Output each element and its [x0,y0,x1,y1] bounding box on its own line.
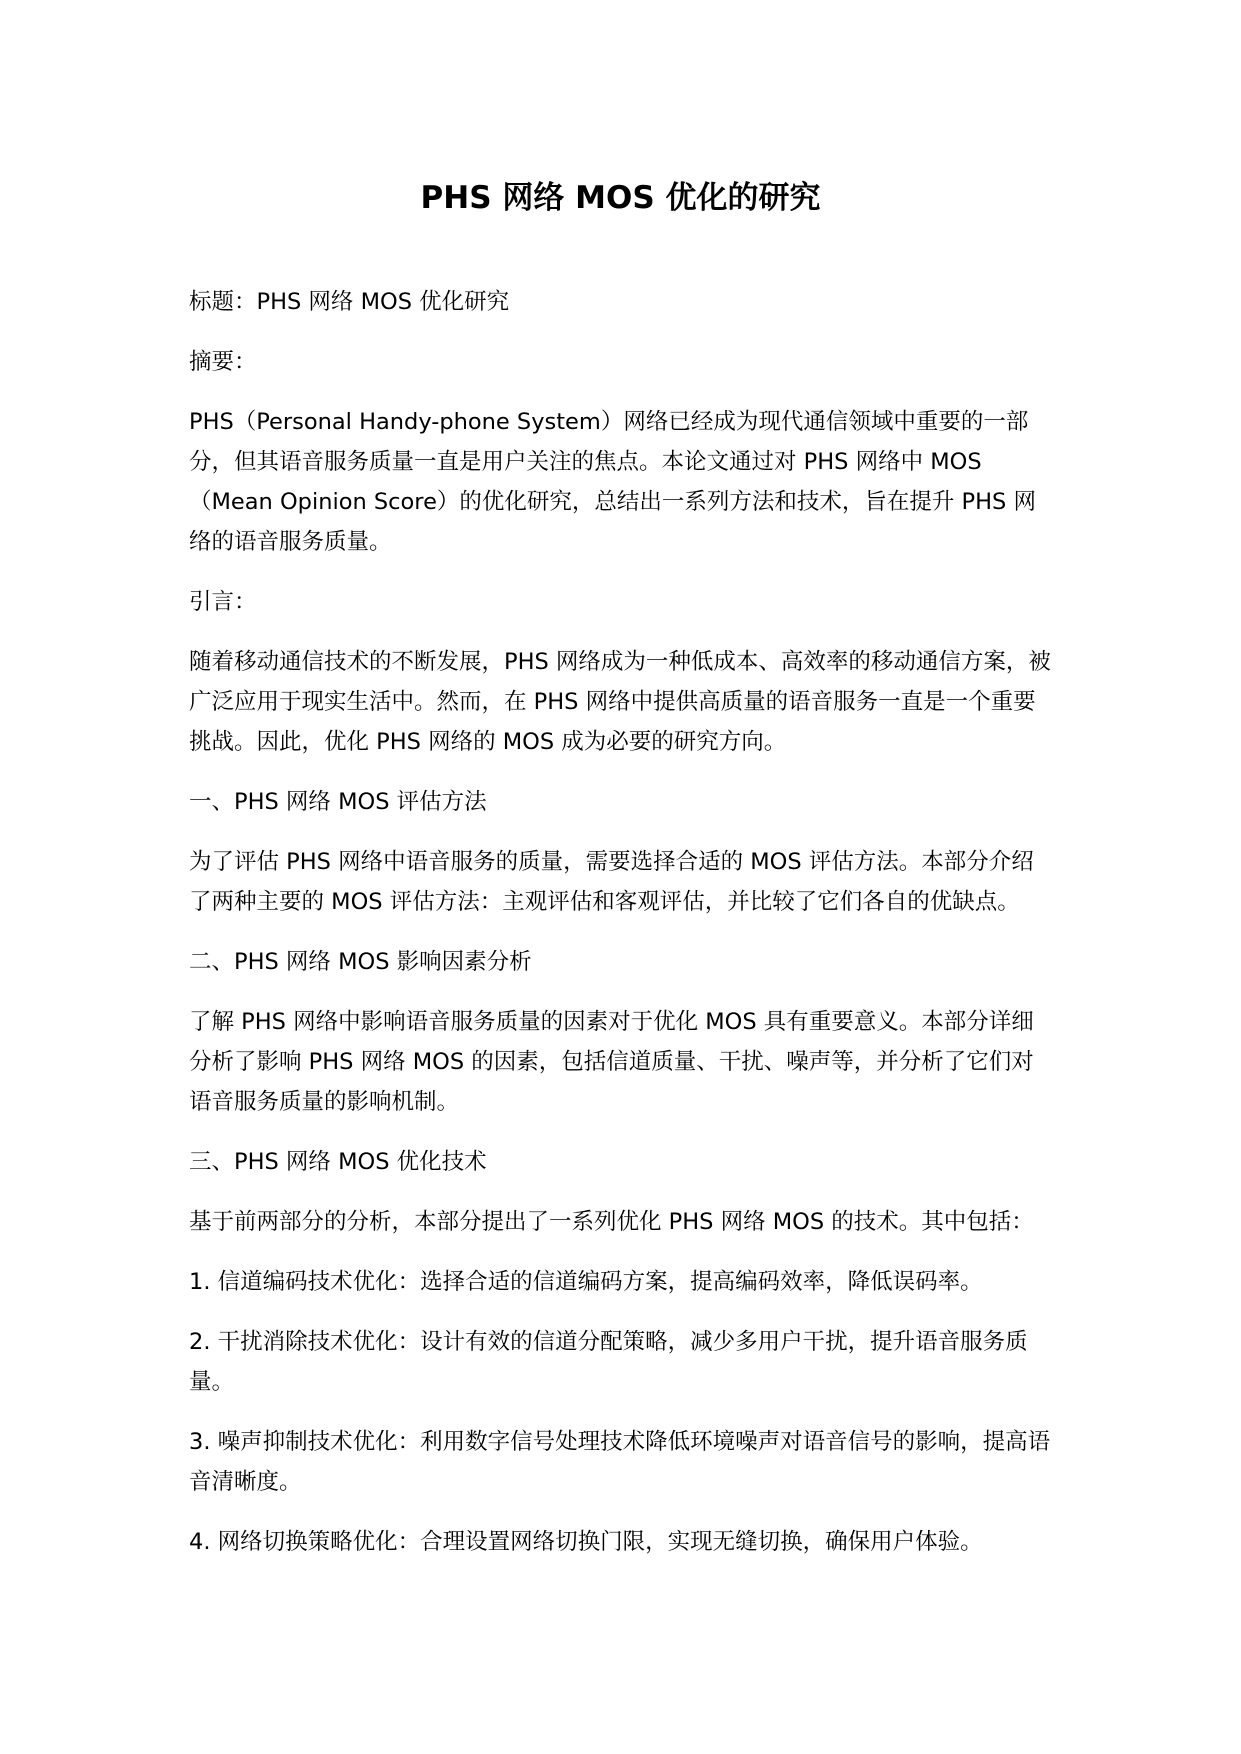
section-3-paragraph: 基于前两部分的分析，本部分提出了一系列优化 PHS 网络 MOS 的技术。其中包括： [189,1209,1034,1235]
abstract-paragraph: PHS（Personal Handy-phone System）网络已经成为现代通信领域中重要的一部分，但其语音服务质量一直是用户关注的焦点。本论文通过对 PHS 网络中 MOS（Mean Opinion Score）的优化研究，总结出一系列方法和技术，旨在提升 PHS 网络的语音服务质量。 [189,409,1036,555]
list-item: 3. 噪声抑制技术优化：利用数字信号处理技术降低环境噪声对语音信号的影响，提高语音清晰度。 [189,1429,1051,1495]
document-body [189,282,1055,1582]
list-item: 4. 网络切换策略优化：合理设置网络切换门限，实现无缝切换，确保用户体验。 [189,1529,983,1555]
introduction-heading: 引言： [189,589,257,615]
list-item: 1. 信道编码技术优化：选择合适的信道编码方案，提高编码效率，降低误码率。 [189,1269,983,1295]
list-item: 2. 干扰消除技术优化：设计有效的信道分配策略，减少多用户干扰，提升语音服务质量。 [189,1329,1028,1395]
section-1-paragraph: 为了评估 PHS 网络中语音服务的质量，需要选择合适的 MOS 评估方法。本部分介绍了两种主要的 MOS 评估方法：主观评估和客观评估，并比较了它们各自的优缺点。 [189,849,1034,915]
section-2-heading: 二、PHS 网络 MOS 影响因素分析 [189,949,532,975]
title-line: 标题：PHS 网络 MOS 优化研究 [189,289,510,315]
document-title: PHS 网络 MOS 优化的研究 [420,180,821,216]
introduction-paragraph: 随着移动通信技术的不断发展，PHS 网络成为一种低成本、高效率的移动通信方案，被广泛应用于现实生活中。然而，在 PHS 网络中提供高质量的语音服务一直是一个重要挑战。因此，优化 PHS 网络的 MOS 成为必要的研究方向。 [189,649,1051,755]
section-1-heading: 一、PHS 网络 MOS 评估方法 [189,789,487,815]
section-2-paragraph: 了解 PHS 网络中影响语音服务质量的因素对于优化 MOS 具有重要意义。本部分详细分析了影响 PHS 网络 MOS 的因素，包括信道质量、干扰、噪声等，并分析了它们对语音服务质量的影响机制。 [189,1009,1034,1115]
abstract-heading: 摘要： [189,349,257,375]
section-3-heading: 三、PHS 网络 MOS 优化技术 [189,1149,487,1175]
